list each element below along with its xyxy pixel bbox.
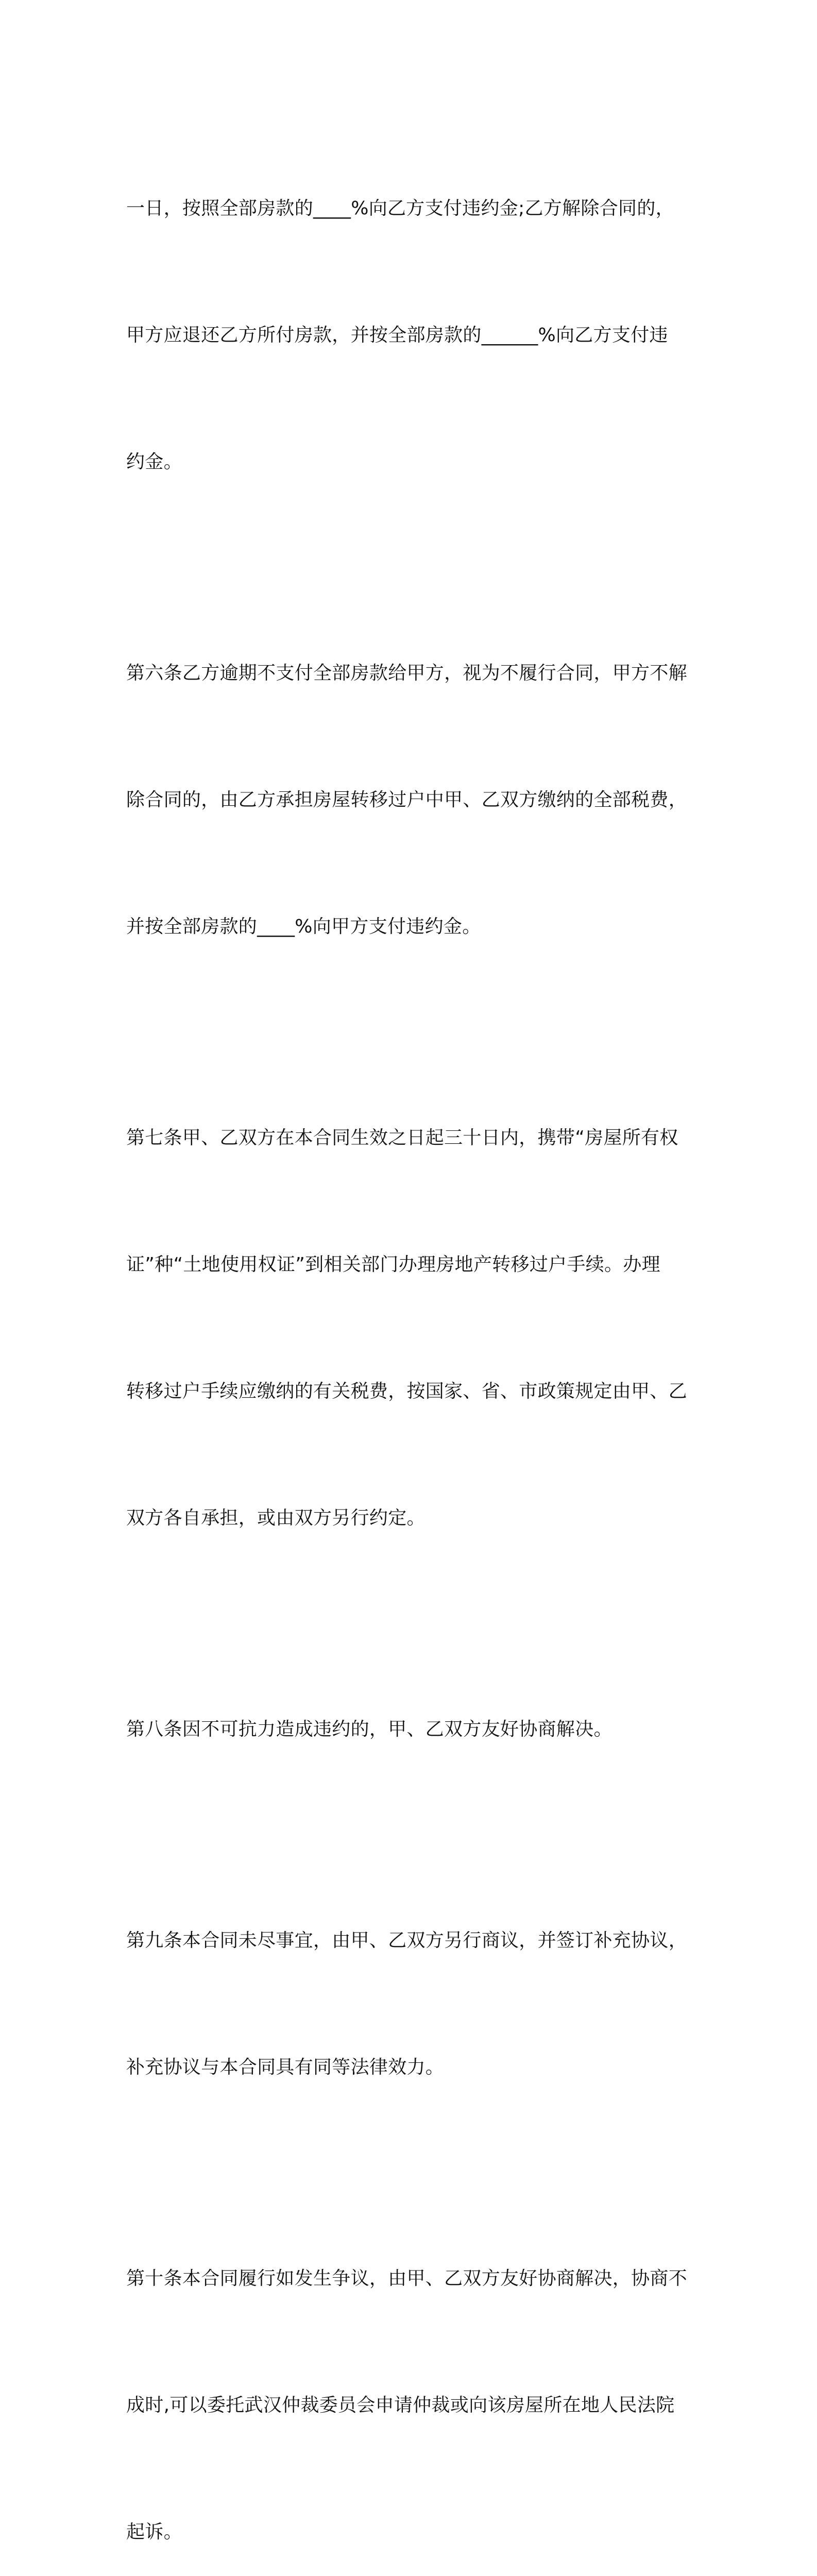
text-line: 第十条本合同履行如发生争议，由甲、乙双方友好协商解决，协商不 xyxy=(126,2268,688,2289)
text-line: 补充协议与本合同具有同等法律效力。 xyxy=(126,2057,445,2078)
paragraph-article-10 xyxy=(126,2173,698,2576)
paragraph-penalty-terms xyxy=(126,103,698,568)
text-line: 双方各自承担，或由双方另行约定。 xyxy=(126,1507,425,1529)
text-line: 约金。 xyxy=(126,451,182,472)
text-line: 甲方应退还乙方所付房款，并按全部房款的______%向乙方支付违 xyxy=(126,325,668,346)
text-line: 转移过户手续应缴纳的有关税费，按国家、省、市政策规定由甲、乙 xyxy=(126,1381,688,1402)
text-line: 第九条本合同未尽事宜，由甲、乙双方另行商议，并签订补充协议， xyxy=(126,1930,688,1951)
text-line: 第六条乙方逾期不支付全部房款给甲方，视为不履行合同，甲方不解 xyxy=(126,663,688,684)
text-line: 第七条甲、乙双方在本合同生效之日起三十日内，携带“房屋所有权 xyxy=(126,1127,678,1148)
paragraph-article-7 xyxy=(126,1032,698,1624)
text-line: 一日，按照全部房款的____%向乙方支付违约金;乙方解除合同的， xyxy=(126,198,674,219)
text-line: 起诉。 xyxy=(126,2521,182,2543)
text-line: 并按全部房款的____%向甲方支付违约金。 xyxy=(126,916,481,937)
text-line: 第八条因不可抗力造成违约的，甲、乙双方友好协商解决。 xyxy=(126,1719,612,1740)
contract-text-block xyxy=(126,103,698,2576)
text-line: 除合同的，由乙方承担房屋转移过户中甲、乙双方缴纳的全部税费， xyxy=(126,789,688,810)
paragraph-article-6 xyxy=(126,568,698,1032)
text-line: 成时,可以委托武汉仲裁委员会申请仲裁或向该房屋所在地人民法院 xyxy=(126,2395,675,2416)
paragraph-article-8 xyxy=(126,1624,698,1835)
text-line: 证”种“土地使用权证”到相关部门办理房地产转移过户手续。办理 xyxy=(126,1254,660,1275)
paragraph-article-9 xyxy=(126,1835,698,2173)
